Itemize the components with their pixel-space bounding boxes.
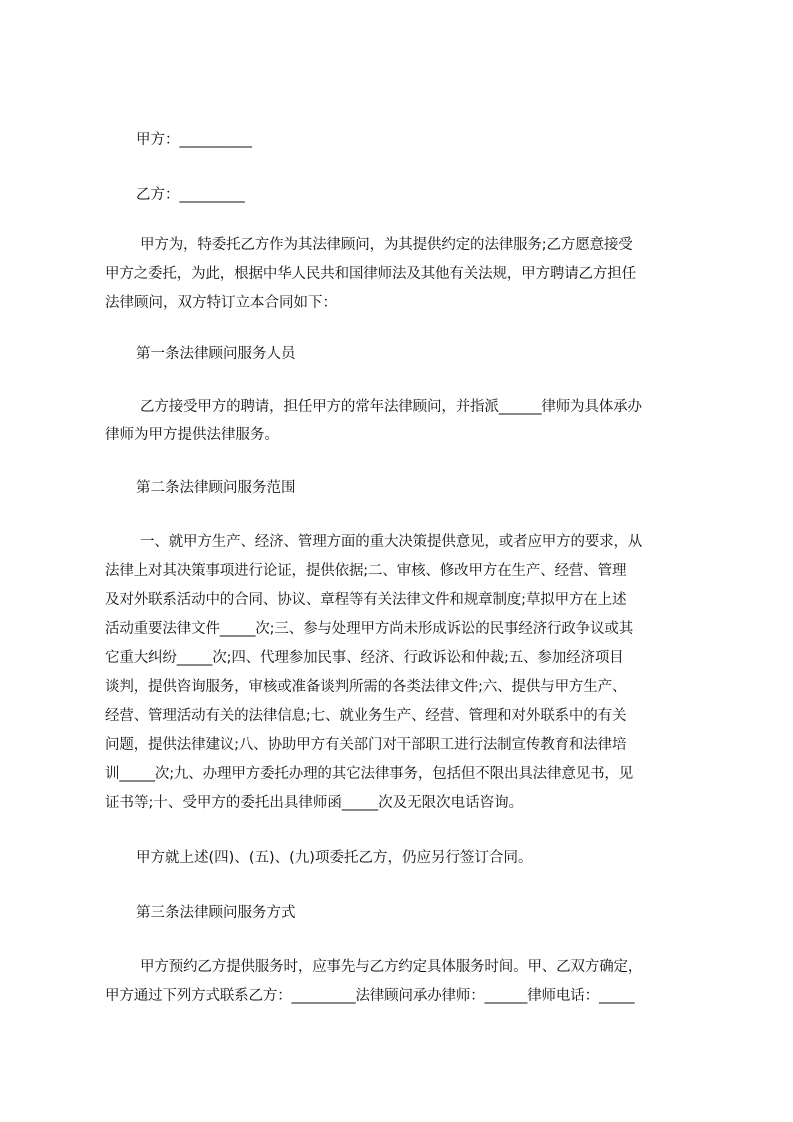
paragraph-line: 问题，提供法律建议;八、协助甲方有关部门对干部职工进行法制宣传教育和法律培	[105, 737, 627, 753]
party-b-line: 乙方：_________	[136, 187, 245, 203]
paragraph-line: 甲方之委托，为此，根据中华人民共和国律师法及其他有关法规，甲方聘请乙方担任	[105, 266, 636, 282]
article-2-title: 第二条法律顾问服务范围	[136, 480, 296, 496]
paragraph-line: 律师为甲方提供法律服务。	[105, 427, 279, 443]
party-a-line: 甲方：__________	[136, 132, 252, 148]
paragraph-line: 甲方为，特委托乙方作为其法律顾问，为其提供约定的法律服务;乙方愿意接受	[140, 237, 633, 253]
article-2-note: 甲方就上述(四)、(五)、(九)项委托乙方，仍应另行签订合同。	[136, 850, 533, 866]
paragraph-line: 甲方通过下列方式联系乙方：_________法律顾问承办律师：______律师电话：_____	[105, 988, 635, 1004]
paragraph-line: 它重大纠纷_____次;四、代理参加民事、经济、行政诉讼和仲裁;五、参加经济项目	[105, 650, 624, 666]
paragraph-line: 甲方预约乙方提供服务时，应事先与乙方约定具体服务时间。甲、乙双方确定，	[140, 959, 643, 975]
paragraph-line: 及对外联系活动中的合同、协议、章程等有关法律文件和规章制度;草拟甲方在上述	[105, 592, 627, 608]
paragraph-line: 乙方接受甲方的聘请，担任甲方的常年法律顾问，并指派______律师为具体承办	[140, 399, 642, 415]
paragraph-line: 谈判，提供咨询服务，审核或准备谈判所需的各类法律文件;六、提供与甲方生产、	[105, 679, 627, 695]
paragraph-line: 经营、管理活动有关的法律信息;七、就业务生产、经营、管理和对外联系中的有关	[105, 708, 627, 724]
article-3-title: 第三条法律顾问服务方式	[136, 905, 296, 921]
paragraph-line: 一、就甲方生产、经济、管理方面的重大决策提供意见，或者应甲方的要求，从	[140, 534, 643, 550]
paragraph-line: 证书等;十、受甲方的委托出具律师函_____次及无限次电话咨询。	[105, 795, 524, 811]
paragraph-line: 法律上对其决策事项进行论证，提供依据;二、审核、修改甲方在生产、经营、管理	[105, 563, 627, 579]
paragraph-line: 训_____次;九、办理甲方委托办理的其它法律事务，包括但不限出具法律意见书，见	[105, 766, 634, 782]
article-1-title: 第一条法律顾问服务人员	[136, 346, 296, 362]
paragraph-line: 法律顾问，双方特订立本合同如下：	[105, 295, 337, 311]
paragraph-line: 活动重要法律文件_____次;三、参与处理甲方尚未形成诉讼的民事经济行政争议或其	[105, 621, 634, 637]
